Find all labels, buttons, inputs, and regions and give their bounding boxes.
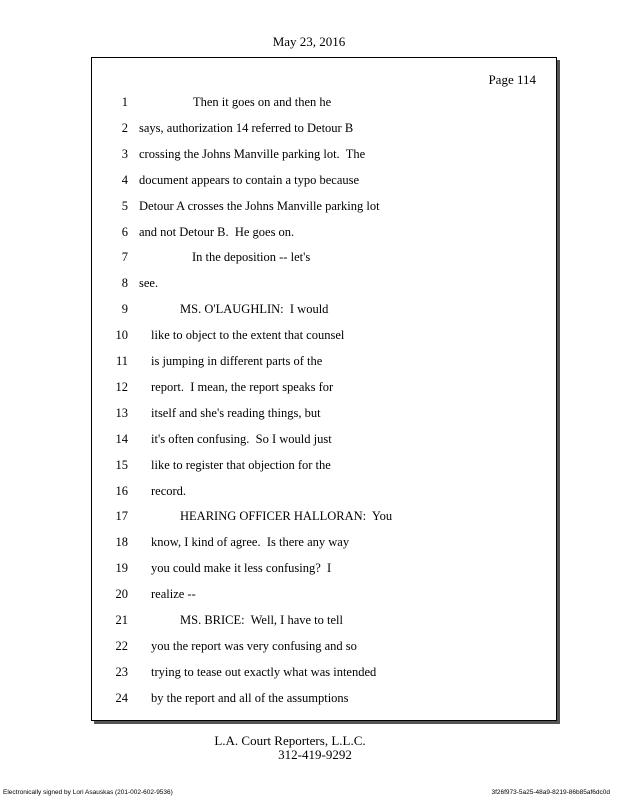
line-text: and not Detour B. He goes on. (139, 224, 295, 239)
line-number: 24 (115, 690, 128, 705)
line-number: 12 (115, 379, 128, 394)
line-number: 7 (121, 250, 128, 265)
line-number: 18 (115, 535, 128, 550)
footer-company: L.A. Court Reporters, L.L.C. (214, 733, 366, 748)
line-text: itself and she's reading things, but (151, 405, 321, 420)
line-number: 22 (115, 638, 128, 653)
transcript-line (92, 93, 556, 111)
transcript-line (92, 430, 556, 448)
line-number: 9 (121, 302, 128, 317)
transcript-line (92, 585, 556, 603)
line-number: 23 (115, 664, 128, 679)
transcript-line (92, 197, 556, 215)
transcript-line (92, 663, 556, 681)
line-text: record. (151, 483, 187, 498)
line-text: report. I mean, the report speaks for (151, 379, 334, 394)
transcript-line (92, 378, 556, 396)
line-text: says, authorization 14 referred to Detour B (139, 120, 354, 135)
transcript-line (92, 352, 556, 370)
transcript-line (92, 223, 556, 241)
line-number: 19 (115, 561, 128, 576)
line-text: crossing the Johns Manville parking lot. The (139, 146, 366, 161)
page-number: Page 114 (488, 72, 536, 87)
line-text: is jumping in different parts of the (151, 354, 323, 368)
line-text: document appears to contain a typo because (139, 172, 360, 187)
line-number: 5 (121, 198, 128, 213)
transcript-line (92, 119, 556, 137)
line-text: Then it goes on and then he (193, 95, 332, 109)
line-number: 16 (115, 483, 128, 498)
transcript-line (92, 145, 556, 163)
transcript-line (92, 559, 556, 577)
line-text: MS. O'LAUGHLIN: I would (180, 302, 329, 317)
line-text: HEARING OFFICER HALLORAN: You (180, 509, 393, 524)
line-text: see. (139, 276, 159, 291)
line-number: 2 (121, 120, 128, 135)
electronic-signature: Electronically signed by Lori Asauskas (201-002-602-9536) (3, 789, 173, 796)
transcript-line (92, 456, 556, 474)
line-number: 17 (115, 509, 128, 524)
transcript-line (92, 482, 556, 500)
line-number: 15 (115, 457, 128, 472)
transcript-line (92, 326, 556, 344)
line-number: 20 (115, 587, 128, 602)
line-number: 21 (115, 613, 128, 627)
line-number: 4 (121, 172, 128, 187)
line-text: know, I kind of agree. Is there any way (151, 535, 350, 550)
line-text: it's often confusing. So I would just (151, 431, 332, 446)
line-number: 6 (121, 224, 128, 239)
line-text: MS. BRICE: Well, I have to tell (180, 613, 343, 627)
line-text: you could make it less confusing? I (151, 561, 332, 576)
transcript-line (92, 611, 556, 629)
transcript-line (92, 248, 556, 266)
line-number: 8 (121, 276, 128, 291)
line-text: you the report was very confusing and so (151, 638, 357, 653)
transcript-line (92, 637, 556, 655)
line-text: trying to tease out exactly what was intended (151, 664, 377, 679)
line-text: Detour A crosses the Johns Manville parking lot (139, 198, 380, 213)
transcript-line (92, 274, 556, 292)
transcript-line (92, 171, 556, 189)
transcript-line (92, 300, 556, 318)
transcript-line (92, 404, 556, 422)
document-hash: 3f26f973-5a25-48a9-8219-86b85af6dc0d (491, 789, 610, 796)
line-text: In the deposition -- let's (192, 250, 311, 265)
line-number: 3 (121, 146, 128, 161)
transcript-line (92, 689, 556, 707)
header-date: May 23, 2016 (272, 34, 346, 49)
line-text: by the report and all of the assumptions (151, 690, 349, 705)
transcript-page (91, 57, 557, 721)
line-text: realize -- (151, 587, 196, 602)
line-text: like to register that objection for the (151, 457, 331, 472)
line-text: like to object to the extent that counsel (151, 328, 345, 343)
line-number: 1 (121, 95, 128, 109)
line-number: 10 (115, 328, 128, 343)
line-number: 11 (115, 354, 128, 368)
transcript-line (92, 533, 556, 551)
transcript-line (92, 507, 556, 525)
line-number: 13 (115, 405, 128, 420)
line-number: 14 (115, 431, 128, 446)
footer-phone: 312-419-9292 (278, 747, 352, 762)
